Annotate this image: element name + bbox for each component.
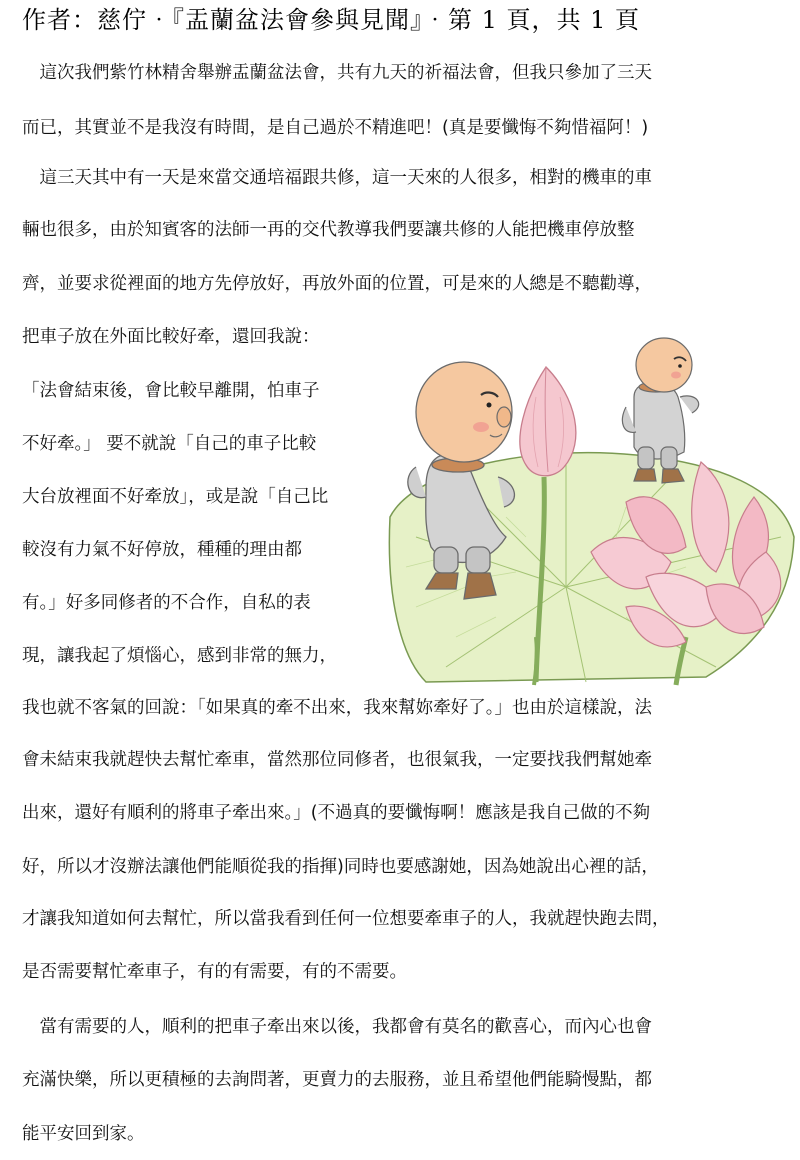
page-header: 作者：慈佇‧『盂蘭盆法會參與見聞』‧第 1 頁，共 1 頁 <box>22 6 641 34</box>
body-line: 齊，並要求從裡面的地方先停放好，再放外面的位置，可是來的人總是不聽勸導， <box>22 274 652 294</box>
body-line: 我也就不客氣的回說：「如果真的牽不出來，我來幫妳牽好了。」也由於這樣說，法 <box>22 698 652 718</box>
body-line: 好，所以才沒辦法讓他們能順從我的指揮)同時也要感謝她，因為她說出心裡的話， <box>22 857 659 877</box>
body-line: 這次我們紫竹林精舍舉辦盂蘭盆法會，共有九天的祈福法會，但我只參加了三天 <box>22 63 652 83</box>
body-line: 這三天其中有一天是來當交通培福跟共修，這一天來的人很多，相對的機車的車 <box>22 168 652 188</box>
body-line: 把車子放在外面比較好牽，還回我說： <box>22 327 320 347</box>
body-line: 才讓我知道如何去幫忙，所以當我看到任何一位想要牽車子的人，我就趕快跑去問， <box>22 909 670 929</box>
monks-lotus-illustration <box>386 337 796 687</box>
body-line: 「法會結束後，會比較早離開，怕車子 <box>22 381 320 401</box>
body-line: 出來，還好有順利的將車子牽出來。」(不過真的要懺悔啊！應該是我自己做的不夠 <box>22 803 651 823</box>
body-line: 較沒有力氣不好停放，種種的理由都 <box>22 540 302 560</box>
body-line: 當有需要的人，順利的把車子牽出來以後，我都會有莫名的歡喜心，而內心也會 <box>22 1017 652 1037</box>
body-line: 輛也很多，由於知賓客的法師一再的交代教導我們要讓共修的人能把機車停放整 <box>22 220 635 240</box>
body-line: 大台放裡面不好牽放」，或是說「自己比 <box>22 487 329 507</box>
body-line: 是否需要幫忙牽車子，有的有需要，有的不需要。 <box>22 962 407 982</box>
body-line: 而已，其實並不是我沒有時間，是自己過於不精進吧！(真是要懺悔不夠惜福阿！) <box>22 118 649 138</box>
body-line: 會未結束我就趕快去幫忙牽車，當然那位同修者，也很氣我，一定要找我們幫她牽 <box>22 750 652 770</box>
body-line: 能平安回到家。 <box>22 1124 145 1144</box>
body-line: 充滿快樂，所以更積極的去詢問著，更賣力的去服務，並且希望他們能騎慢點，都 <box>22 1070 652 1090</box>
body-line: 有。」好多同修者的不合作，自私的表 <box>22 593 311 613</box>
body-line: 不好牽。」 要不就說「自己的車子比較 <box>22 434 317 454</box>
body-line: 現，讓我起了煩惱心，感到非常的無力， <box>22 646 337 666</box>
